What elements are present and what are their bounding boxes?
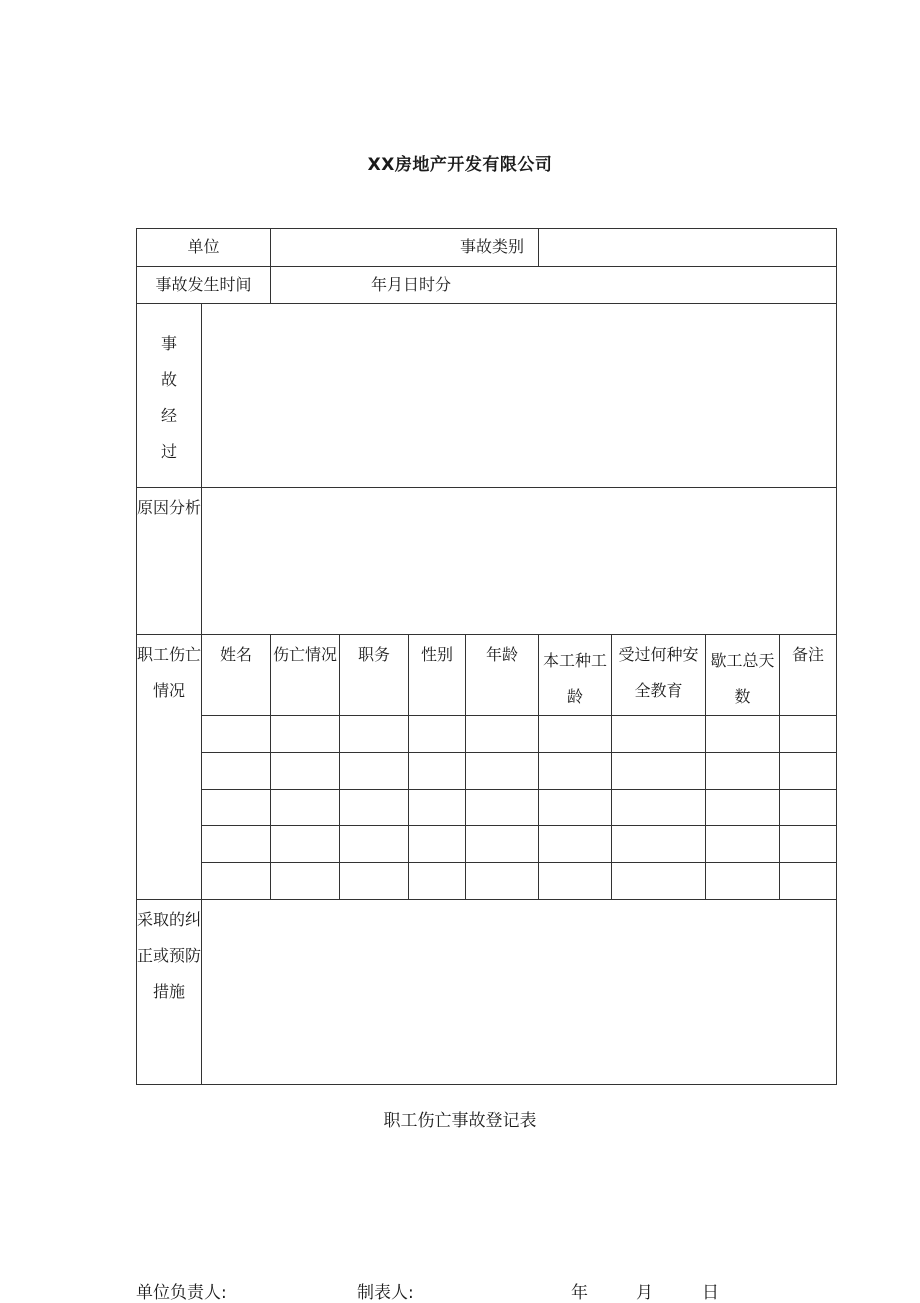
table-cell[interactable] (202, 753, 271, 790)
table-cell[interactable] (612, 863, 706, 900)
table-cell[interactable] (706, 753, 780, 790)
table-cell[interactable] (271, 790, 340, 826)
table-cell[interactable] (271, 863, 340, 900)
process-label (137, 304, 202, 488)
table-cell[interactable] (780, 790, 837, 826)
category-label: 事故类别 (271, 229, 539, 267)
table-cell[interactable] (539, 753, 612, 790)
category-value-field[interactable] (539, 229, 837, 267)
accident-register-table (136, 228, 837, 1085)
year-label: 年 (571, 1283, 588, 1303)
table-cell[interactable] (780, 753, 837, 790)
measures-field[interactable] (202, 900, 837, 1085)
process-label-char: 过 (160, 442, 177, 461)
process-label-char: 经 (160, 406, 177, 425)
header-seniority: 本工种工龄 (539, 635, 612, 716)
table-cell[interactable] (612, 716, 706, 753)
table-cell[interactable] (202, 826, 271, 863)
table-cell[interactable] (340, 716, 409, 753)
preparer-label: 制表人: (357, 1283, 414, 1303)
table-cell[interactable] (612, 753, 706, 790)
table-cell[interactable] (612, 826, 706, 863)
table-row (137, 826, 837, 863)
header-position: 职务 (340, 635, 409, 716)
table-cell[interactable] (780, 826, 837, 863)
header-age: 年龄 (466, 635, 539, 716)
table-row (137, 863, 837, 900)
process-label-char: 事 (160, 334, 177, 353)
table-cell[interactable] (202, 790, 271, 826)
table-cell[interactable] (409, 753, 466, 790)
header-name: 姓名 (202, 635, 271, 716)
table-cell[interactable] (271, 826, 340, 863)
table-cell[interactable] (539, 863, 612, 900)
table-cell[interactable] (780, 716, 837, 753)
table-cell[interactable] (466, 863, 539, 900)
measures-label: 采取的纠正或预防措施 (137, 900, 202, 1085)
company-title: XX房地产开发有限公司 (367, 155, 553, 175)
table-cell[interactable] (202, 716, 271, 753)
table-cell[interactable] (409, 863, 466, 900)
table-cell[interactable] (706, 826, 780, 863)
table-cell[interactable] (409, 790, 466, 826)
responsible-label: 单位负责人: (136, 1283, 227, 1303)
table-cell[interactable] (539, 790, 612, 826)
table-row (137, 753, 837, 790)
table-cell[interactable] (539, 826, 612, 863)
day-label: 日 (702, 1283, 719, 1303)
table-cell[interactable] (706, 863, 780, 900)
header-rest-days: 歇工总天数 (706, 635, 780, 716)
time-label: 事故发生时间 (137, 267, 271, 304)
table-cell[interactable] (466, 790, 539, 826)
process-label-char: 故 (160, 370, 177, 389)
table-cell[interactable] (706, 790, 780, 826)
unit-label: 单位 (137, 229, 271, 267)
table-cell[interactable] (202, 863, 271, 900)
header-safety-training: 受过何种安全教育 (612, 635, 706, 716)
month-label: 月 (636, 1283, 653, 1303)
form-caption: 职工伤亡事故登记表 (383, 1111, 537, 1131)
table-cell[interactable] (271, 753, 340, 790)
process-field[interactable] (202, 304, 837, 488)
header-casualty-status: 伤亡情况 (271, 635, 340, 716)
table-cell[interactable] (466, 753, 539, 790)
table-cell[interactable] (466, 716, 539, 753)
cause-field[interactable] (202, 488, 837, 635)
table-cell[interactable] (780, 863, 837, 900)
table-cell[interactable] (271, 716, 340, 753)
table-cell[interactable] (340, 863, 409, 900)
table-cell[interactable] (340, 826, 409, 863)
table-cell[interactable] (706, 716, 780, 753)
table-cell[interactable] (340, 753, 409, 790)
header-gender: 性别 (409, 635, 466, 716)
cause-label: 原因分析 (137, 488, 202, 635)
table-cell[interactable] (340, 790, 409, 826)
table-row (137, 790, 837, 826)
table-cell[interactable] (409, 716, 466, 753)
casualty-label: 职工伤亡情况 (137, 635, 202, 900)
table-cell[interactable] (612, 790, 706, 826)
table-row (137, 716, 837, 753)
table-cell[interactable] (539, 716, 612, 753)
time-value-field[interactable]: 年月日时分 (271, 267, 837, 304)
header-remarks: 备注 (780, 635, 837, 716)
table-cell[interactable] (409, 826, 466, 863)
table-cell[interactable] (466, 826, 539, 863)
